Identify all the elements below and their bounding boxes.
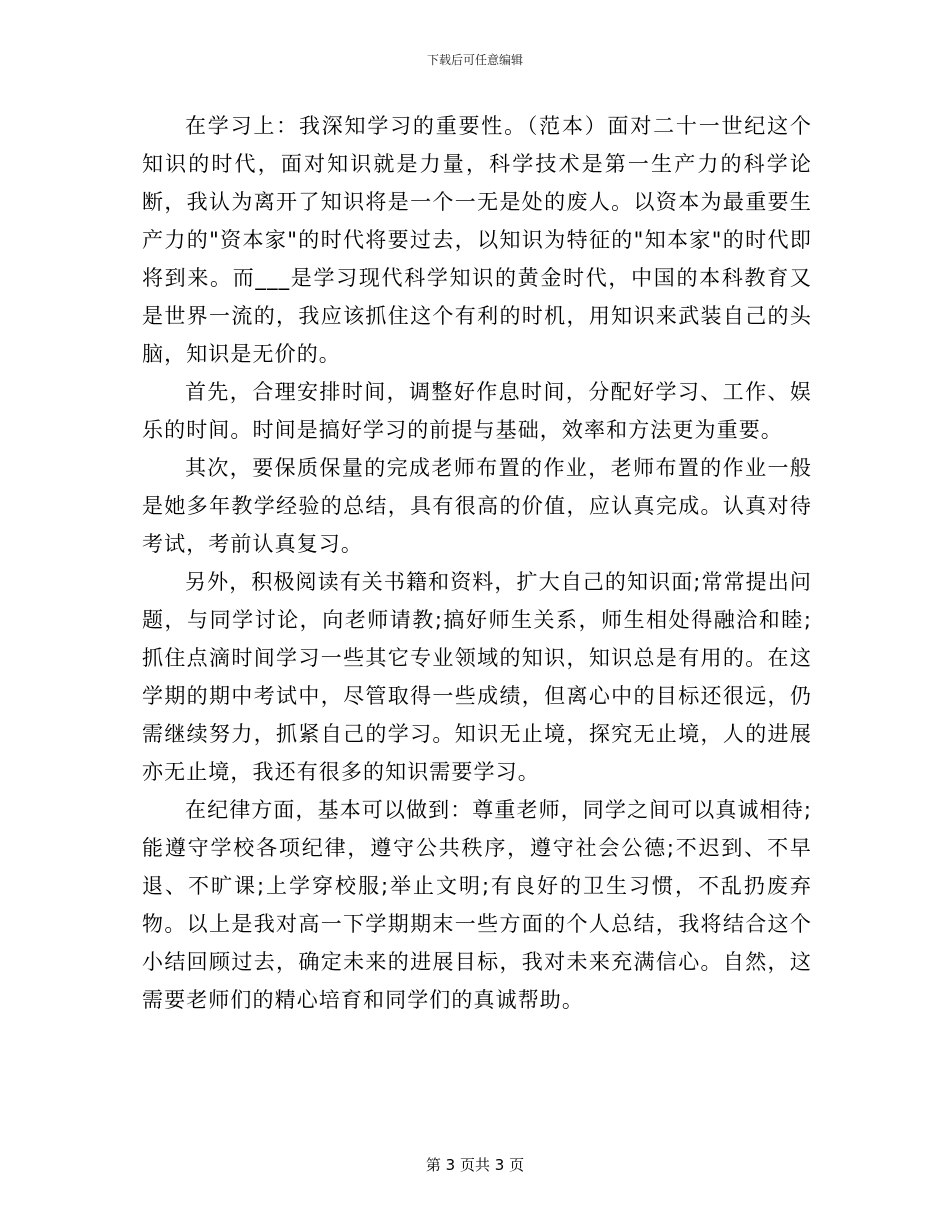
page-header: 下载后可任意编辑 (426, 53, 523, 67)
page-footer: 第 3 页共 3 页 (425, 1156, 525, 1174)
document-body (142, 107, 812, 1019)
paragraph-reading: 另外，积极阅读有关书籍和资料，扩大自己的知识面;常常提出问题，与同学讨论，向老师请教;搞好师生关系，师生相处得融洽和睦;抓住点滴时间学习一些其它专业领域的知识，知识总是有用的。在这学期的期中考试中，尽管取得一些成绩，但离心中的目标还很远，仍需继续努力，抓紧自己的学习。知识无止境，探究无止境，人的进展亦无止境，我还有很多的知识需要学习。 (142, 570, 812, 784)
paragraph-time-management: 首先，合理安排时间，调整好作息时间，分配好学习、工作、娱乐的时间。时间是搞好学习的前提与基础，效率和方法更为重要。 (142, 380, 812, 442)
paragraph-discipline: 在纪律方面，基本可以做到：尊重老师，同学之间可以真诚相待;能遵守学校各项纪律，遵守公共秩序，遵守社会公德;不迟到、不早退、不旷课;上学穿校服;举止文明;有良好的卫生习惯，不乱扔废弃物。以上是我对高一下学期期末一些方面的个人总结，我将结合这个小结回顾过去，确定未来的进展目标，我对未来充满信心。自然，这需要老师们的精心培育和同学们的真诚帮助。 (142, 798, 812, 1012)
paragraph-homework: 其次，要保质保量的完成老师布置的作业，老师布置的作业一般是她多年教学经验的总结，具有很高的价值，应认真完成。认真对待考试，考前认真复习。 (142, 456, 812, 556)
paragraph-study: 在学习上：我深知学习的重要性。（范本）面对二十一世纪这个知识的时代，面对知识就是力量，科学技术是第一生产力的科学论断，我认为离开了知识将是一个一无是处的废人。以资本为最重要生产力的"资本家"的时代将要过去，以知识为特征的"知本家"的时代即将到来。而___是学习现代科学知识的黄金时代，中国的本科教育又是世界一流的，我应该抓住这个有利的时机，用知识来武装自己的头脑，知识是无价的。 (142, 114, 812, 366)
